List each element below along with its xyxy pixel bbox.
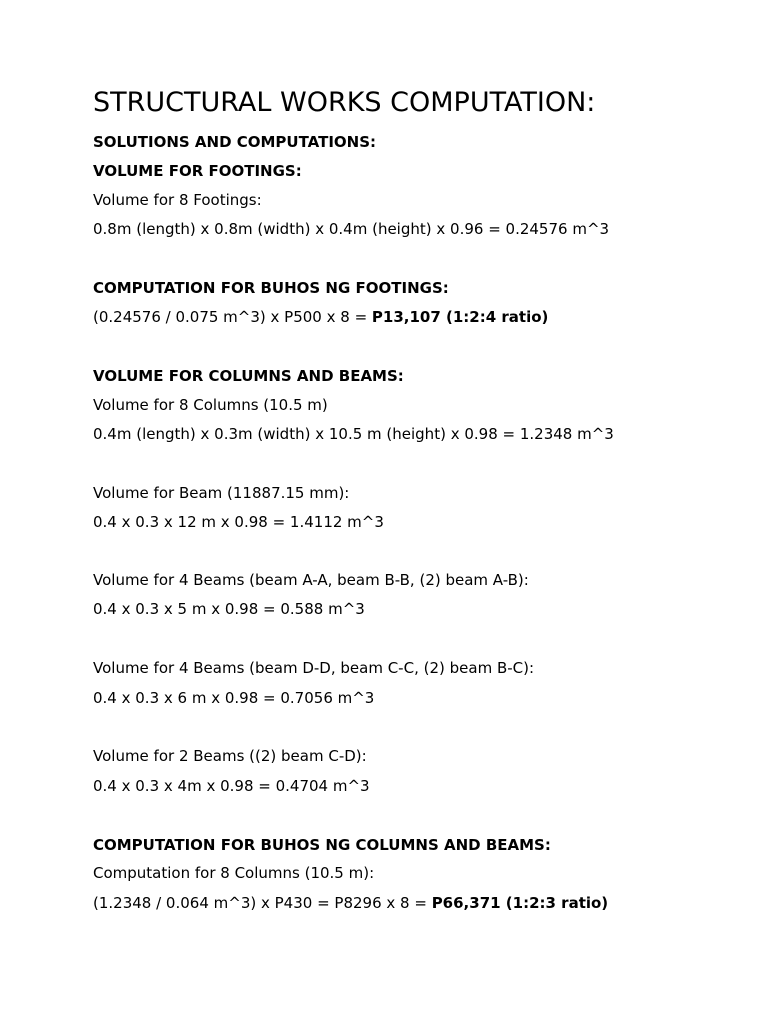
formula-line	[93, 893, 608, 913]
text-line: Volume for 4 Beams (beam A-A, beam B-B, (2) beam A-B):	[93, 571, 529, 589]
heading-volume-footings: VOLUME FOR FOOTINGS:	[93, 162, 302, 180]
formula-text: (0.24576 / 0.075 m^3) x P500 x 8 =	[93, 308, 372, 326]
formula-result: P66,371 (1:2:3 ratio)	[431, 894, 609, 912]
text-line: Volume for 8 Footings:	[93, 191, 262, 209]
formula-text: (1.2348 / 0.064 m^3) x P430 = P8296 x 8 =	[93, 894, 432, 912]
formula-line: 0.4 x 0.3 x 12 m x 0.98 = 1.4112 m^3	[93, 513, 384, 531]
text-line: Volume for 8 Columns (10.5 m)	[93, 396, 328, 414]
heading-solutions: SOLUTIONS AND COMPUTATIONS:	[93, 133, 377, 151]
page-title: STRUCTURAL WORKS COMPUTATION:	[93, 87, 596, 118]
heading-buhos-footings: COMPUTATION FOR BUHOS NG FOOTINGS:	[93, 279, 449, 297]
text-line: Computation for 8 Columns (10.5 m):	[93, 864, 375, 882]
formula-line	[93, 307, 548, 327]
text-line: Volume for 2 Beams ((2) beam C-D):	[93, 747, 367, 765]
heading-volume-columns-beams: VOLUME FOR COLUMNS AND BEAMS:	[93, 367, 404, 385]
text-line: Volume for 4 Beams (beam D-D, beam C-C, (2) beam B-C):	[93, 659, 535, 677]
formula-line: 0.4 x 0.3 x 5 m x 0.98 = 0.588 m^3	[93, 600, 365, 618]
formula-line: 0.4 x 0.3 x 6 m x 0.98 = 0.7056 m^3	[93, 689, 375, 707]
heading-buhos-columns-beams: COMPUTATION FOR BUHOS NG COLUMNS AND BEAMS:	[93, 836, 551, 854]
formula-line: 0.4m (length) x 0.3m (width) x 10.5 m (height) x 0.98 = 1.2348 m^3	[93, 425, 614, 443]
formula-line: 0.4 x 0.3 x 4m x 0.98 = 0.4704 m^3	[93, 777, 370, 795]
formula-result: P13,107 (1:2:4 ratio)	[371, 308, 549, 326]
text-line: Volume for Beam (11887.15 mm):	[93, 484, 350, 502]
formula-line: 0.8m (length) x 0.8m (width) x 0.4m (height) x 0.96 = 0.24576 m^3	[93, 220, 610, 238]
